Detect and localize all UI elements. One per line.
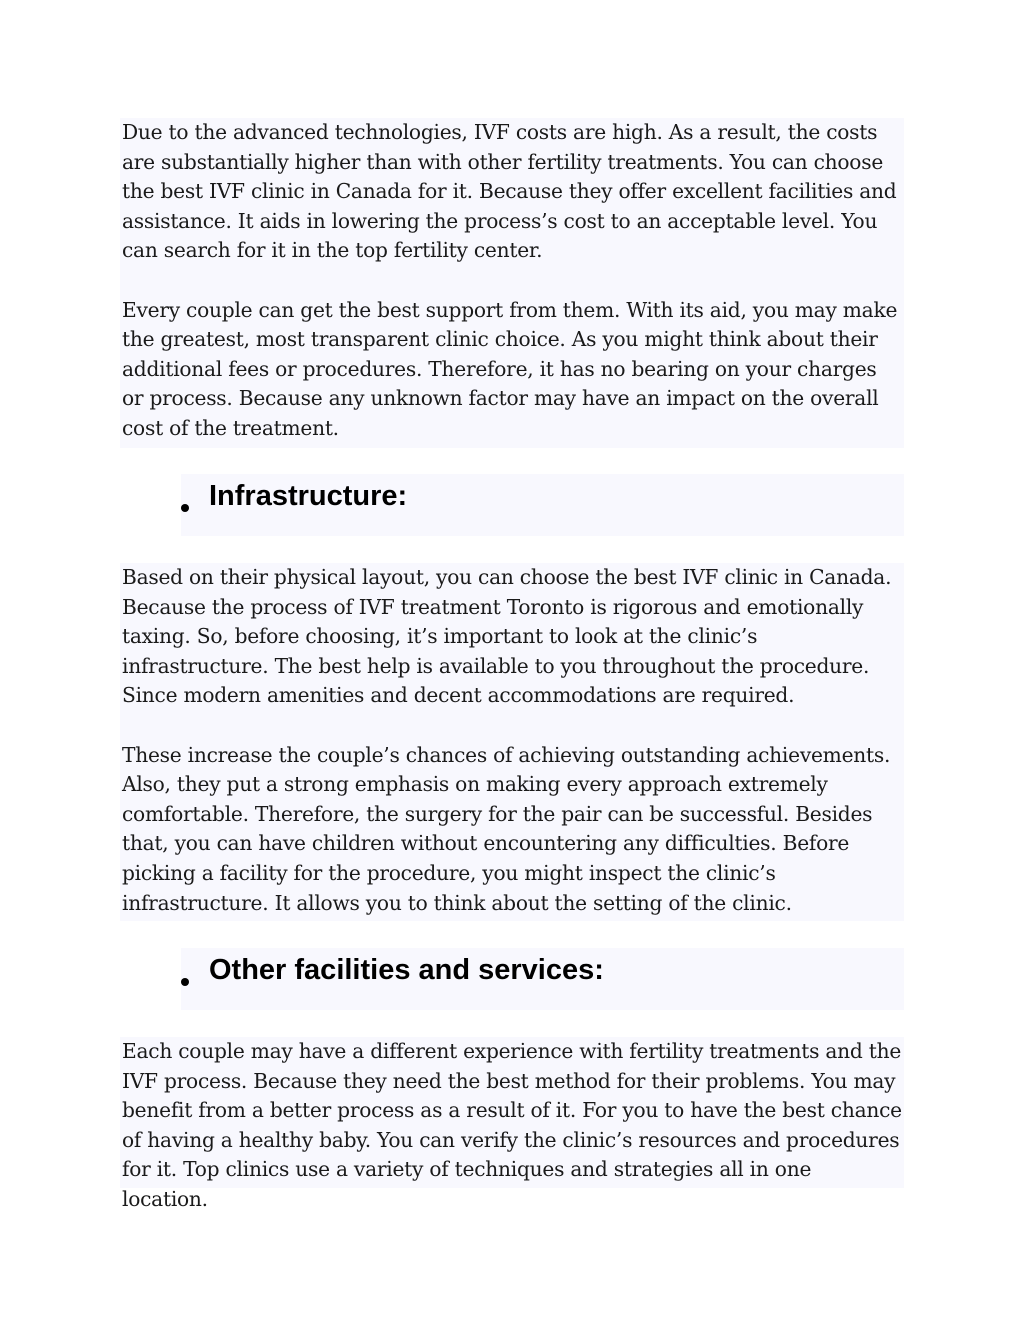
heading-infrastructure [181,474,904,536]
text-block-facilities [120,1037,904,1211]
heading-other-facilities-text: Other facilities and services: [209,953,604,986]
paragraph-chances: These increase the couple’s chances of achieving outstanding achievements. Also, they put a strong emphasis on making every approach extremely comfortable. Therefore, the surgery for the pair can be successful. Besides that, you can have children without encountering any difficulties. Before picking a facility for the procedure, you might inspect the clinic’s infrastructure. It allows you to think about the setting of the clinic. [122,742,891,915]
paragraph-couple-support: Every couple can get the best support from them. With its aid, you may make the greatest, most transparent clinic choice. As you might think about their additional fees or procedures. Therefore, it has no bearing on your charges or process. Because any unknown factor may have an impact on the overall cost of the treatment. [122,297,898,440]
bullet-icon [181,978,189,986]
text-block-cost [120,118,904,448]
bullet-icon [181,504,189,512]
paragraph-physical-layout: Based on their physical layout, you can choose the best IVF clinic in Canada. Because the process of IVF treatment Toronto is rigorous and emotionally taxing. So, before choosing, it’s important to look at the clinic’s infrastructure. The best help is available to you throughout the procedure. Since modern amenities and decent accommodations are required. [122,565,892,708]
heading-other-facilities [181,948,904,1010]
text-block-infrastructure [120,563,904,921]
paragraph-ivf-costs: Due to the advanced technologies, IVF costs are high. As a result, the costs are substantially higher than with other fertility treatments. You can choose the best IVF clinic in Canada for it. Because they offer excellent facilities and assistance. It aids in lowering the process’s cost to an acceptable level. You can search for it in the top fertility center. [122,120,897,263]
paragraph-different-experience: Each couple may have a different experience with fertility treatments and the IVF process. Because they need the best method for their problems. You may benefit from a better process as a result of it. For you to have the best chance of having a healthy baby. You can verify the clinic’s resources and procedures for it. Top clinics use a variety of techniques and strategies all in one location. [122,1039,902,1211]
heading-infrastructure-text: Infrastructure: [209,479,408,512]
